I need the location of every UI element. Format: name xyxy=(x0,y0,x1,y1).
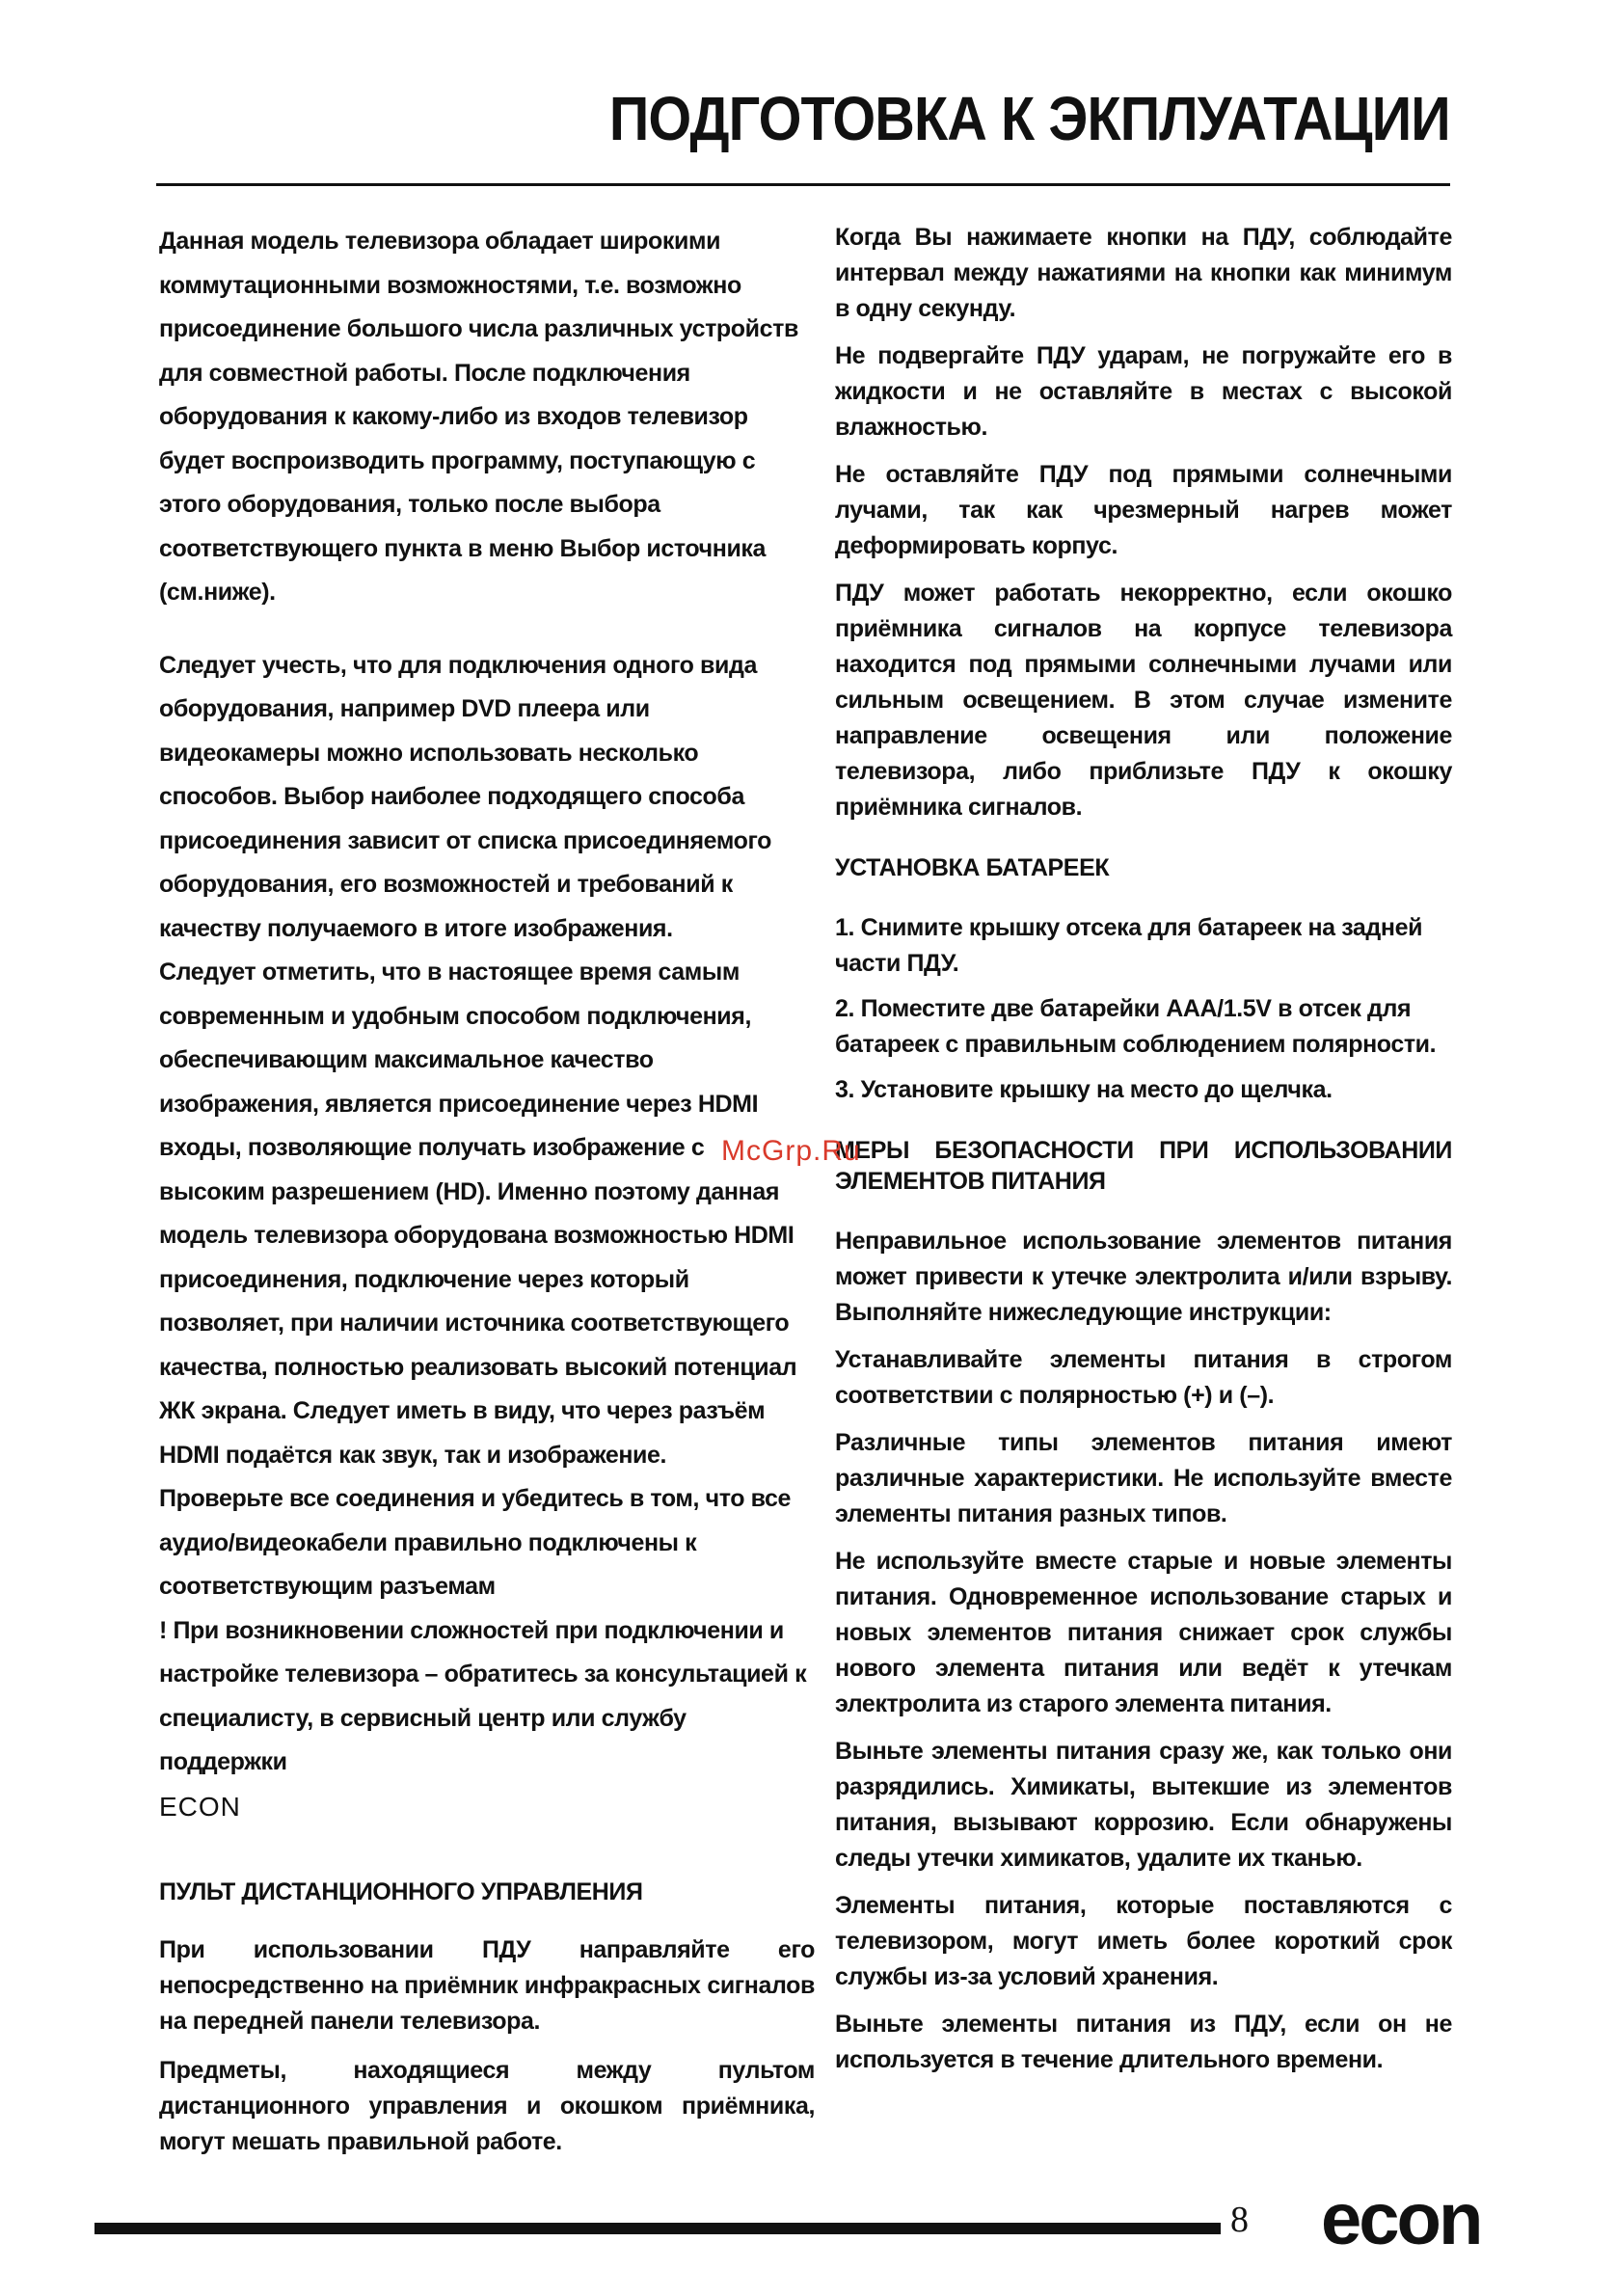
safety-paragraph: Не используйте вместе старые и новые элементы питания. Одновременное использование старых и новых элементов питания снижает срок службы нового элемента питания или ведёт к утечкам электролита из старого элемента питания. xyxy=(835,1548,1452,1717)
support-brand: ECON xyxy=(159,1791,241,1822)
support-paragraph xyxy=(159,1609,815,1831)
econ-logo: econ xyxy=(1321,2178,1481,2260)
check-connections-paragraph: Проверьте все соединения и убедитесь в том, что все аудио/видеокабели правильно подключены к соответствующим разъемам xyxy=(159,1485,792,1600)
safety-paragraph: Устанавливайте элементы питания в строгом соответствии с полярностью (+) и (–). xyxy=(835,1346,1452,1409)
safety-paragraph: Выньте элементы питания сразу же, как только они разрядились. Химикаты, вытекшие из элементов питания, вызывают коррозию. Если обнаружены следы утечки химикатов, удалите их тканью. xyxy=(835,1738,1452,1872)
page-number: 8 xyxy=(1230,2200,1249,2240)
remote-control-heading: ПУЛЬТ ДИСТАНЦИОННОГО УПРАВЛЕНИЯ xyxy=(159,1878,643,1905)
watermark-text: McGrp.Ru xyxy=(721,1135,861,1167)
battery-step: 1. Снимите крышку отсека для батареек на задней части ПДУ. xyxy=(835,914,1423,977)
support-text: ! При возникновении сложностей при подключении и настройке телевизора – обратитесь за консультацией к специалисту, в сервисный центр или службу поддержки xyxy=(159,1616,807,1775)
button-interval-paragraph: Когда Вы нажимаете кнопки на ПДУ, соблюдайте интервал между нажатиями на кнопки как минимум в одну секунду. xyxy=(835,224,1452,322)
hdmi-paragraph: Следует отметить, что в настоящее время самым современным и удобным способом подключения, обеспечивающим максимальное качество изображения, является присоединение через HDMI входы, позволяющие получать изображение с высоким разрешением (HD). Именно поэтому данная модель телевизора оборудована возможностью HDMI присоединения, подключение через который позволяет, при наличии источника соответствующего качества, полностью реализовать высокий потенциал ЖК экрана. Следует иметь в виду, что через разъём HDMI подаётся как звук, так и изображение. xyxy=(159,959,797,1469)
sunlight-paragraph: Не оставляйте ПДУ под прямыми солнечными лучами, так как чрезмерный нагрев может деформировать корпус. xyxy=(835,461,1452,559)
connection-methods-paragraph: Следует учесть, что для подключения одного вида оборудования, например DVD плеера или видеокамеры можно использовать несколько способов. Выбор наиболее подходящего способа присоединения зависит от списка присоединяемого оборудования, его возможностей и требований к качеству получаемого в итоге изображения. xyxy=(159,651,772,942)
intro-paragraph: Данная модель телевизора обладает широкими коммутационными возможностями, т.е. возможно присоединение большого числа различных устройств для совместной работы. После подключения оборудования к какому-либо из входов телевизор будет воспроизводить программу, поступающую с этого оборудования, только после выбора соответствующего пункта в меню Выбор источника (см.ниже). xyxy=(159,228,798,606)
remote-obstacles-paragraph: Предметы, находящиеся между пультом дистанционного управления и окошком приёмника, могут мешать правильной работе. xyxy=(159,2056,815,2155)
page-title: ПОДГОТОВКА К ЭКПЛУАТАЦИИ xyxy=(609,84,1450,153)
safety-paragraph: Неправильное использование элементов питания может привести к утечке электролита и/или взрыву. Выполняйте нижеследующие инструкции: xyxy=(835,1228,1452,1326)
battery-step: 3. Установите крышку на место до щелчка. xyxy=(835,1076,1333,1103)
footer-divider xyxy=(94,2223,1221,2234)
header-divider xyxy=(156,183,1450,186)
safety-paragraph: Различные типы элементов питания имеют различные характеристики. Не используйте вместе элементы питания разных типов. xyxy=(835,1429,1452,1527)
remote-usage-paragraph: При использовании ПДУ направляйте его непосредственно на приёмник инфракрасных сигналов на передней панели телевизора. xyxy=(159,1935,815,2035)
left-column xyxy=(159,220,815,2174)
receiver-light-paragraph: ПДУ может работать некорректно, если окошко приёмника сигналов на корпусе телевизора находится под прямыми солнечными лучами или сильным освещением. В этом случае измените направление освещения или положение телевизора, либо приблизьте ПДУ к окошку приёмника сигналов. xyxy=(835,580,1452,821)
battery-safety-heading: МЕРЫ БЕЗОПАСНОСТИ ПРИ ИСПОЛЬЗОВАНИИ ЭЛЕМЕНТОВ ПИТАНИЯ xyxy=(835,1137,1452,1195)
right-column xyxy=(835,220,1452,2090)
battery-step: 2. Поместите две батарейки AAA/1.5V в отсек для батареек с правильным соблюдением полярности. xyxy=(835,995,1437,1058)
impact-paragraph: Не подвергайте ПДУ ударам, не погружайте его в жидкости и не оставляйте в местах с высокой влажностью. xyxy=(835,342,1452,441)
safety-paragraph: Элементы питания, которые поставляются с телевизором, могут иметь более короткий срок службы из-за условий хранения. xyxy=(835,1892,1452,1990)
battery-heading: УСТАНОВКА БАТАРЕЕК xyxy=(835,854,1110,881)
safety-paragraph: Выньте элементы питания из ПДУ, если он не используется в течение длительного времени. xyxy=(835,2011,1452,2073)
